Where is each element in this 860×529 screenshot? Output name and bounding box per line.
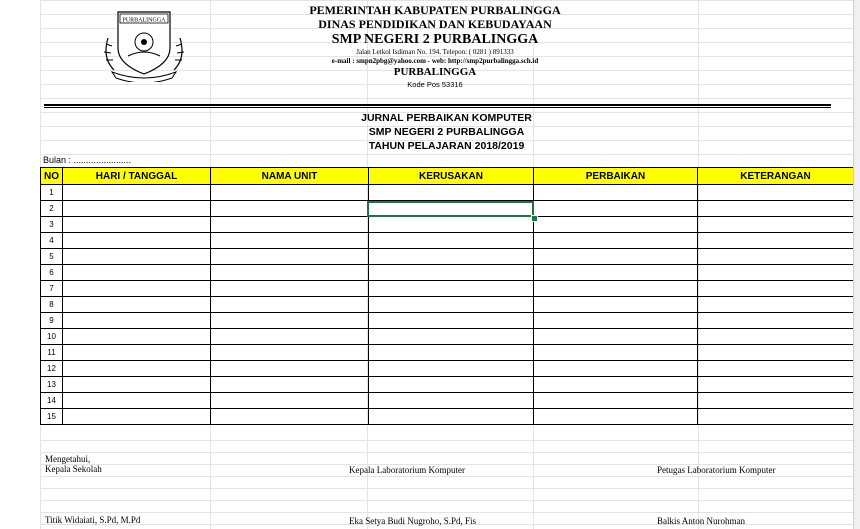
table-cell[interactable] xyxy=(63,233,211,249)
regency-logo xyxy=(98,8,190,82)
table-cell[interactable] xyxy=(369,377,534,393)
table-row xyxy=(41,185,854,201)
table-cell[interactable] xyxy=(698,393,854,409)
letterhead-school: SMP NEGERI 2 PURBALINGGA xyxy=(331,32,539,47)
table-cell[interactable] xyxy=(63,297,211,313)
table-cell[interactable] xyxy=(369,393,534,409)
table-cell[interactable] xyxy=(63,313,211,329)
table-row xyxy=(41,361,854,377)
letterhead-rule-thin xyxy=(44,107,831,108)
table-cell[interactable] xyxy=(534,361,698,377)
table-cell[interactable] xyxy=(369,361,534,377)
table-cell[interactable] xyxy=(698,249,854,265)
table-row xyxy=(41,313,854,329)
letterhead-rule xyxy=(44,104,831,106)
gridline xyxy=(40,452,853,453)
table-row xyxy=(41,249,854,265)
table-cell[interactable] xyxy=(698,217,854,233)
row-number-cell[interactable]: 2 xyxy=(41,201,63,217)
row-number-cell[interactable]: 14 xyxy=(41,393,63,409)
table-cell[interactable] xyxy=(63,409,211,425)
table-cell[interactable] xyxy=(534,249,698,265)
table-cell[interactable] xyxy=(211,217,369,233)
table-cell[interactable] xyxy=(211,361,369,377)
table-cell[interactable] xyxy=(698,329,854,345)
table-cell[interactable] xyxy=(211,201,369,217)
gridline xyxy=(40,476,853,477)
table-row xyxy=(41,265,854,281)
row-number-cell[interactable]: 9 xyxy=(41,313,63,329)
table-cell[interactable] xyxy=(211,409,369,425)
table-cell[interactable] xyxy=(698,297,854,313)
gridline xyxy=(40,440,853,441)
table-cell[interactable] xyxy=(211,297,369,313)
gridline xyxy=(40,98,853,99)
principal-title: Kepala Sekolah xyxy=(45,464,102,474)
journal-school: SMP NEGERI 2 PURBALINGGA xyxy=(368,126,525,138)
table-cell[interactable] xyxy=(369,409,534,425)
table-cell[interactable] xyxy=(698,233,854,249)
table-cell[interactable] xyxy=(534,233,698,249)
table-cell[interactable] xyxy=(63,249,211,265)
fill-handle[interactable] xyxy=(531,215,538,222)
acknowledged-label: Mengetahui, xyxy=(45,454,91,464)
table-cell[interactable] xyxy=(63,393,211,409)
row-number-cell[interactable]: 5 xyxy=(41,249,63,265)
svg-text:PURBALINGGA: PURBALINGGA xyxy=(122,17,166,24)
active-cell-selection[interactable] xyxy=(367,201,534,217)
table-row xyxy=(41,233,854,249)
table-cell[interactable] xyxy=(369,345,534,361)
table-cell[interactable] xyxy=(534,329,698,345)
row-number-cell[interactable]: 11 xyxy=(41,345,63,361)
table-row xyxy=(41,345,854,361)
lab-head-name: Eka Setya Budi Nugroho, S.Pd, Fis xyxy=(349,516,477,526)
table-cell[interactable] xyxy=(534,313,698,329)
row-number-cell[interactable]: 6 xyxy=(41,265,63,281)
table-cell[interactable] xyxy=(63,329,211,345)
table-header-row xyxy=(41,168,854,185)
table-cell[interactable] xyxy=(534,377,698,393)
month-label: Bulan : ....................... xyxy=(43,155,132,165)
table-cell[interactable] xyxy=(698,281,854,297)
table-row xyxy=(41,377,854,393)
gridline xyxy=(40,488,853,489)
table-cell[interactable] xyxy=(63,281,211,297)
table-cell[interactable] xyxy=(63,185,211,201)
table-cell[interactable] xyxy=(534,265,698,281)
row-number-cell[interactable]: 1 xyxy=(41,185,63,201)
row-number-cell[interactable]: 8 xyxy=(41,297,63,313)
header-no[interactable]: NO xyxy=(41,168,63,185)
table-cell[interactable] xyxy=(63,345,211,361)
journal-year: TAHUN PELAJARAN 2018/2019 xyxy=(368,140,525,152)
table-cell[interactable] xyxy=(211,329,369,345)
table-cell[interactable] xyxy=(211,249,369,265)
table-cell[interactable] xyxy=(534,201,698,217)
table-cell[interactable] xyxy=(698,201,854,217)
header-repair[interactable]: PERBAIKAN xyxy=(534,168,698,185)
officer-title: Petugas Laboratorium Komputer xyxy=(657,465,776,475)
row-number-cell[interactable]: 4 xyxy=(41,233,63,249)
row-number-cell[interactable]: 13 xyxy=(41,377,63,393)
table-cell[interactable] xyxy=(698,409,854,425)
lab-head-title: Kepala Laboratorium Komputer xyxy=(349,465,465,475)
table-cell[interactable] xyxy=(369,233,534,249)
table-cell[interactable] xyxy=(698,377,854,393)
table-cell[interactable] xyxy=(211,393,369,409)
letterhead-address: Jalan Letkol Isdiman No. 194, Telepon: ( 0281 ) 891333 xyxy=(356,48,514,56)
letterhead-contact: e-mail : smpn2pbg@yahoo.com - web: http://smp2purbalingga.sch.id xyxy=(331,57,539,65)
table-cell[interactable] xyxy=(534,281,698,297)
gridline xyxy=(40,154,853,155)
row-number-cell[interactable]: 15 xyxy=(41,409,63,425)
table-cell[interactable] xyxy=(369,281,534,297)
table-cell[interactable] xyxy=(211,377,369,393)
table-cell[interactable] xyxy=(698,185,854,201)
table-cell[interactable] xyxy=(534,393,698,409)
journal-title: JURNAL PERBAIKAN KOMPUTER xyxy=(361,112,532,124)
gridline xyxy=(40,0,853,1)
row-number-cell[interactable]: 10 xyxy=(41,329,63,345)
letterhead-line1: PEMERINTAH KABUPATEN PURBALINGGA xyxy=(309,3,561,17)
table-cell[interactable] xyxy=(698,345,854,361)
letterhead-line2: DINAS PENDIDIKAN DAN KEBUDAYAAN xyxy=(318,17,552,31)
header-unit-name[interactable]: NAMA UNIT xyxy=(211,168,369,185)
table-cell[interactable] xyxy=(698,313,854,329)
table-cell[interactable] xyxy=(63,201,211,217)
table-row xyxy=(41,393,854,409)
table-cell[interactable] xyxy=(63,217,211,233)
table-cell[interactable] xyxy=(211,281,369,297)
table-cell[interactable] xyxy=(534,297,698,313)
table-cell[interactable] xyxy=(211,345,369,361)
principal-name: Titik Widaiati, S.Pd, M.Pd xyxy=(45,515,141,525)
gridline xyxy=(40,500,853,501)
table-row xyxy=(41,217,854,233)
table-row xyxy=(41,409,854,425)
table-cell[interactable] xyxy=(698,265,854,281)
table-cell[interactable] xyxy=(211,185,369,201)
officer-name: Balkis Anton Nurohman xyxy=(657,516,745,526)
row-number-cell[interactable]: 3 xyxy=(41,217,63,233)
table-cell[interactable] xyxy=(369,297,534,313)
table-cell[interactable] xyxy=(534,217,698,233)
letterhead-city: PURBALINGGA xyxy=(393,66,477,78)
table-row xyxy=(41,281,854,297)
table-cell[interactable] xyxy=(369,329,534,345)
table-cell[interactable] xyxy=(369,265,534,281)
table-cell[interactable] xyxy=(534,185,698,201)
table-cell[interactable] xyxy=(369,185,534,201)
table-row xyxy=(41,329,854,345)
table-cell[interactable] xyxy=(698,361,854,377)
letterhead-postcode: Kode Pos 53316 xyxy=(407,80,463,89)
table-cell[interactable] xyxy=(63,265,211,281)
table-cell[interactable] xyxy=(211,313,369,329)
header-notes[interactable]: KETERANGAN xyxy=(698,168,854,185)
table-cell[interactable] xyxy=(63,361,211,377)
table-cell[interactable] xyxy=(369,249,534,265)
header-damage[interactable]: KERUSAKAN xyxy=(369,168,534,185)
table-row xyxy=(41,297,854,313)
gridline xyxy=(40,512,853,513)
vertical-scrollbar[interactable] xyxy=(853,0,860,529)
table-cell[interactable] xyxy=(211,233,369,249)
table-cell[interactable] xyxy=(534,409,698,425)
table-cell[interactable] xyxy=(63,377,211,393)
table-cell[interactable] xyxy=(534,345,698,361)
table-cell[interactable] xyxy=(369,313,534,329)
row-number-cell[interactable]: 7 xyxy=(41,281,63,297)
header-date[interactable]: HARI / TANGGAL xyxy=(63,168,211,185)
row-number-cell[interactable]: 12 xyxy=(41,361,63,377)
table-cell[interactable] xyxy=(211,265,369,281)
table-cell[interactable] xyxy=(369,217,534,233)
